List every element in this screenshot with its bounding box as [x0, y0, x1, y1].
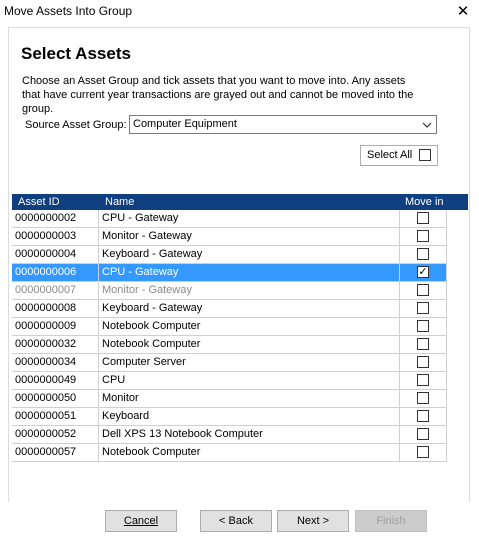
asset-id-cell: 0000000057: [12, 444, 99, 461]
move-in-cell: [400, 354, 447, 371]
asset-name-cell: Notebook Computer: [99, 318, 400, 335]
move-in-cell: [400, 228, 447, 245]
table-body: [12, 210, 468, 462]
select-all-label: Select All: [367, 149, 413, 161]
source-group-value: Computer Equipment: [133, 118, 237, 130]
asset-name-cell: Monitor - Gateway: [99, 282, 400, 299]
finish-button: Finish: [355, 510, 427, 532]
column-header-move-in[interactable]: Move in: [405, 196, 444, 208]
asset-id-cell: 0000000004: [12, 246, 99, 263]
back-button[interactable]: < Back: [200, 510, 272, 532]
move-in-cell: [400, 336, 447, 353]
asset-name-cell: Monitor - Gateway: [99, 228, 400, 245]
move-in-cell: [400, 210, 447, 227]
move-in-checkbox[interactable]: ✓: [418, 266, 428, 278]
asset-name-cell: Computer Server: [99, 354, 400, 371]
move-in-cell: [400, 246, 447, 263]
move-in-checkbox[interactable]: [417, 356, 429, 368]
asset-name-cell: Dell XPS 13 Notebook Computer: [99, 426, 400, 443]
title-bar: [0, 0, 479, 26]
select-all-checkbox[interactable]: [419, 149, 431, 161]
table-row[interactable]: [12, 300, 447, 318]
asset-name-cell: Notebook Computer: [99, 336, 400, 353]
asset-name-cell: Keyboard: [99, 408, 400, 425]
move-in-cell: [400, 408, 447, 425]
asset-id-cell: 0000000009: [12, 318, 99, 335]
move-in-cell: [400, 372, 447, 389]
move-in-checkbox[interactable]: [417, 392, 429, 404]
move-in-checkbox[interactable]: [417, 446, 429, 458]
column-header-name[interactable]: Name: [105, 196, 135, 208]
asset-id-cell: 0000000003: [12, 228, 99, 245]
asset-id-cell: 0000000049: [12, 372, 99, 389]
asset-name-cell: CPU: [99, 372, 400, 389]
wizard-panel: [8, 27, 470, 503]
source-group-select[interactable]: [129, 115, 437, 134]
table-row[interactable]: [12, 210, 447, 228]
table-row[interactable]: [12, 246, 447, 264]
move-in-checkbox[interactable]: [417, 338, 429, 350]
table-row[interactable]: [12, 372, 447, 390]
asset-id-cell: 0000000002: [12, 210, 99, 227]
move-in-checkbox[interactable]: [417, 212, 429, 224]
assets-table: [12, 194, 468, 462]
select-all-button[interactable]: [360, 145, 438, 166]
button-bar: [0, 502, 479, 545]
table-row[interactable]: [12, 354, 447, 372]
move-in-checkbox[interactable]: [417, 302, 429, 314]
asset-id-cell: 0000000052: [12, 426, 99, 443]
asset-name-cell: Keyboard - Gateway: [99, 246, 400, 263]
asset-name-cell: Monitor: [99, 390, 400, 407]
asset-id-cell: 0000000008: [12, 300, 99, 317]
table-row[interactable]: [12, 318, 447, 336]
asset-id-cell: 0000000006: [12, 264, 99, 281]
asset-name-cell: CPU - Gateway: [99, 264, 400, 281]
move-in-checkbox[interactable]: [417, 248, 429, 260]
table-row[interactable]: [12, 228, 447, 246]
asset-id-cell: 0000000051: [12, 408, 99, 425]
table-row[interactable]: [12, 390, 447, 408]
table-row[interactable]: [12, 408, 447, 426]
move-in-cell: [400, 390, 447, 407]
page-title: Select Assets: [21, 44, 131, 63]
move-in-cell: [400, 300, 447, 317]
move-in-checkbox[interactable]: [417, 428, 429, 440]
move-in-cell: [400, 426, 447, 443]
move-in-cell: [400, 282, 447, 299]
table-row[interactable]: [12, 336, 447, 354]
move-in-cell: [400, 444, 447, 461]
move-in-checkbox[interactable]: [417, 284, 429, 296]
table-row[interactable]: [12, 444, 447, 462]
window-title: Move Assets Into Group: [4, 4, 133, 18]
source-group-label: Source Asset Group:: [25, 119, 127, 131]
chevron-down-icon[interactable]: [422, 116, 432, 136]
move-in-cell: [400, 318, 447, 335]
table-header: [12, 194, 468, 210]
asset-id-cell: 0000000050: [12, 390, 99, 407]
move-in-cell: [400, 264, 447, 281]
table-row[interactable]: [12, 264, 447, 282]
table-row[interactable]: [12, 426, 447, 444]
asset-id-cell: 0000000034: [12, 354, 99, 371]
move-in-checkbox[interactable]: [417, 410, 429, 422]
page-description: Choose an Asset Group and tick assets that you want to move into. Any assets that have current year transactions are grayed out and cannot be moved into the group.: [22, 75, 414, 115]
table-row[interactable]: [12, 282, 447, 300]
move-in-checkbox[interactable]: [417, 374, 429, 386]
asset-name-cell: CPU - Gateway: [99, 210, 400, 227]
asset-id-cell: 0000000032: [12, 336, 99, 353]
next-button[interactable]: Next >: [277, 510, 349, 532]
asset-name-cell: Keyboard - Gateway: [99, 300, 400, 317]
column-header-asset-id[interactable]: Asset ID: [18, 196, 60, 208]
close-icon[interactable]: ✕: [456, 3, 470, 20]
cancel-button[interactable]: [105, 510, 177, 532]
asset-name-cell: Notebook Computer: [99, 444, 400, 461]
move-in-checkbox[interactable]: [417, 230, 429, 242]
move-in-checkbox[interactable]: [417, 320, 429, 332]
cancel-label: Cancel: [123, 515, 159, 527]
asset-id-cell: 0000000007: [12, 282, 99, 299]
